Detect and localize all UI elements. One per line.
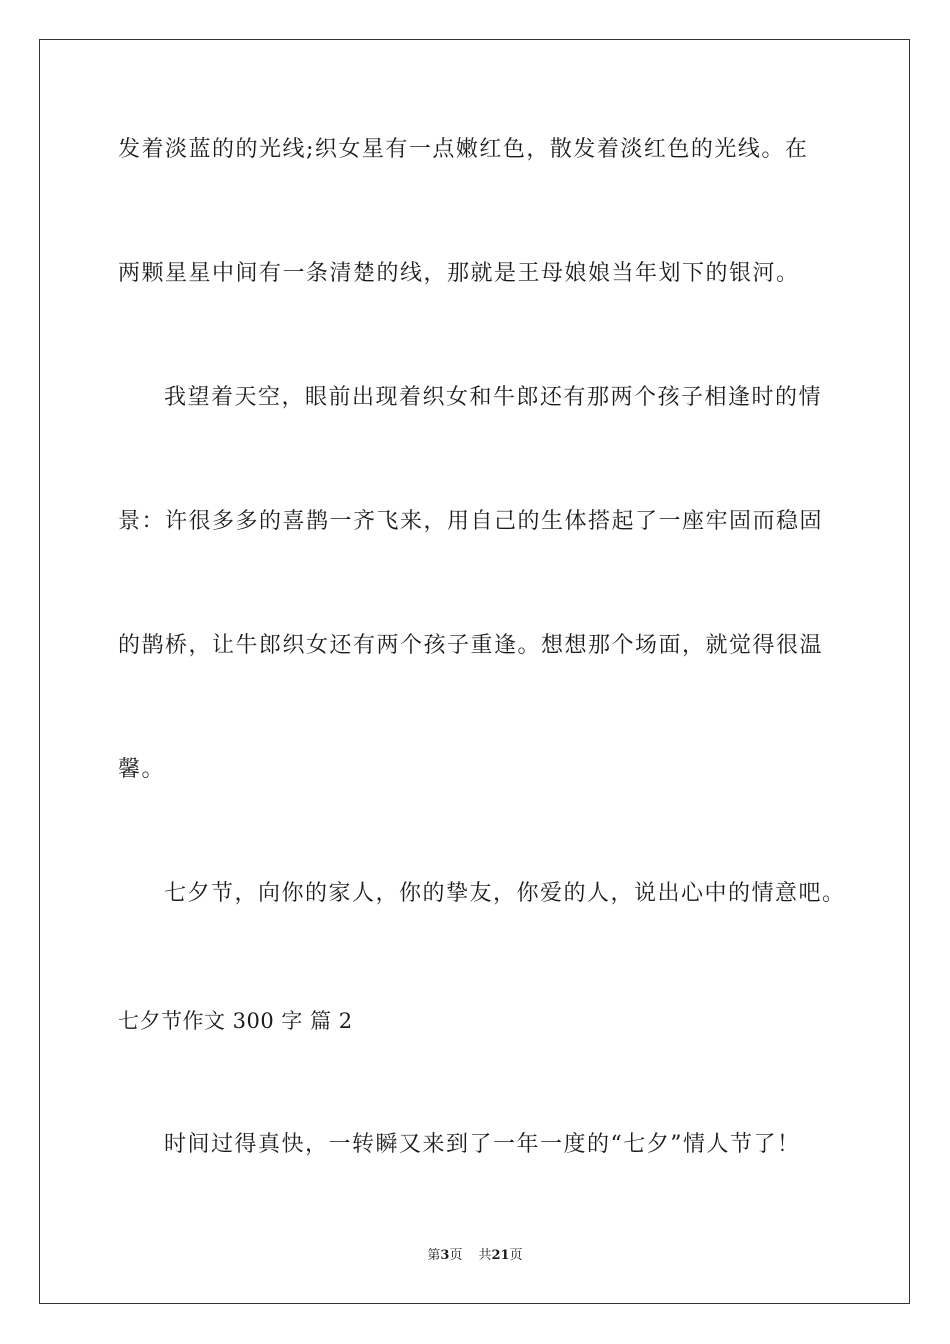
paragraph-start-line: 我望着天空，眼前出现着织女和牛郎还有那两个孩子相逢时的情 [164,385,823,410]
page-suffix: 页 [449,1248,463,1263]
total-suffix: 页 [509,1248,523,1263]
body-text-line: 的鹊桥，让牛郎织女还有两个孩子重逢。想想那个场面，就觉得很温 [118,633,824,658]
body-text-line: 两颗星星中间有一条清楚的线，那就是王母娘娘当年划下的银河。 [118,261,800,286]
total-prefix: 共 [478,1248,492,1263]
paragraph-start-line: 七夕节，向你的家人，你的挚友，你爱的人，说出心中的情意吧。 [164,881,846,906]
paragraph-start-line: 时间过得真快，一转瞬又来到了一年一度的“七夕”情人节了！ [164,1132,801,1157]
page-prefix: 第 [427,1248,441,1263]
body-text-line: 馨。 [118,757,166,782]
total-pages: 21 [491,1248,510,1263]
page-footer [0,1248,950,1264]
page-border [39,39,910,1304]
section-heading: 七夕节作文 300 字 篇 2 [118,1009,353,1033]
page-number: 3 [440,1248,450,1263]
body-text-line: 发着淡蓝的的光线;织女星有一点嫩红色，散发着淡红色的光线。在 [118,137,809,162]
body-text-line: 景：许很多多的喜鹊一齐飞来，用自己的生体搭起了一座牢固而稳固 [118,509,824,534]
